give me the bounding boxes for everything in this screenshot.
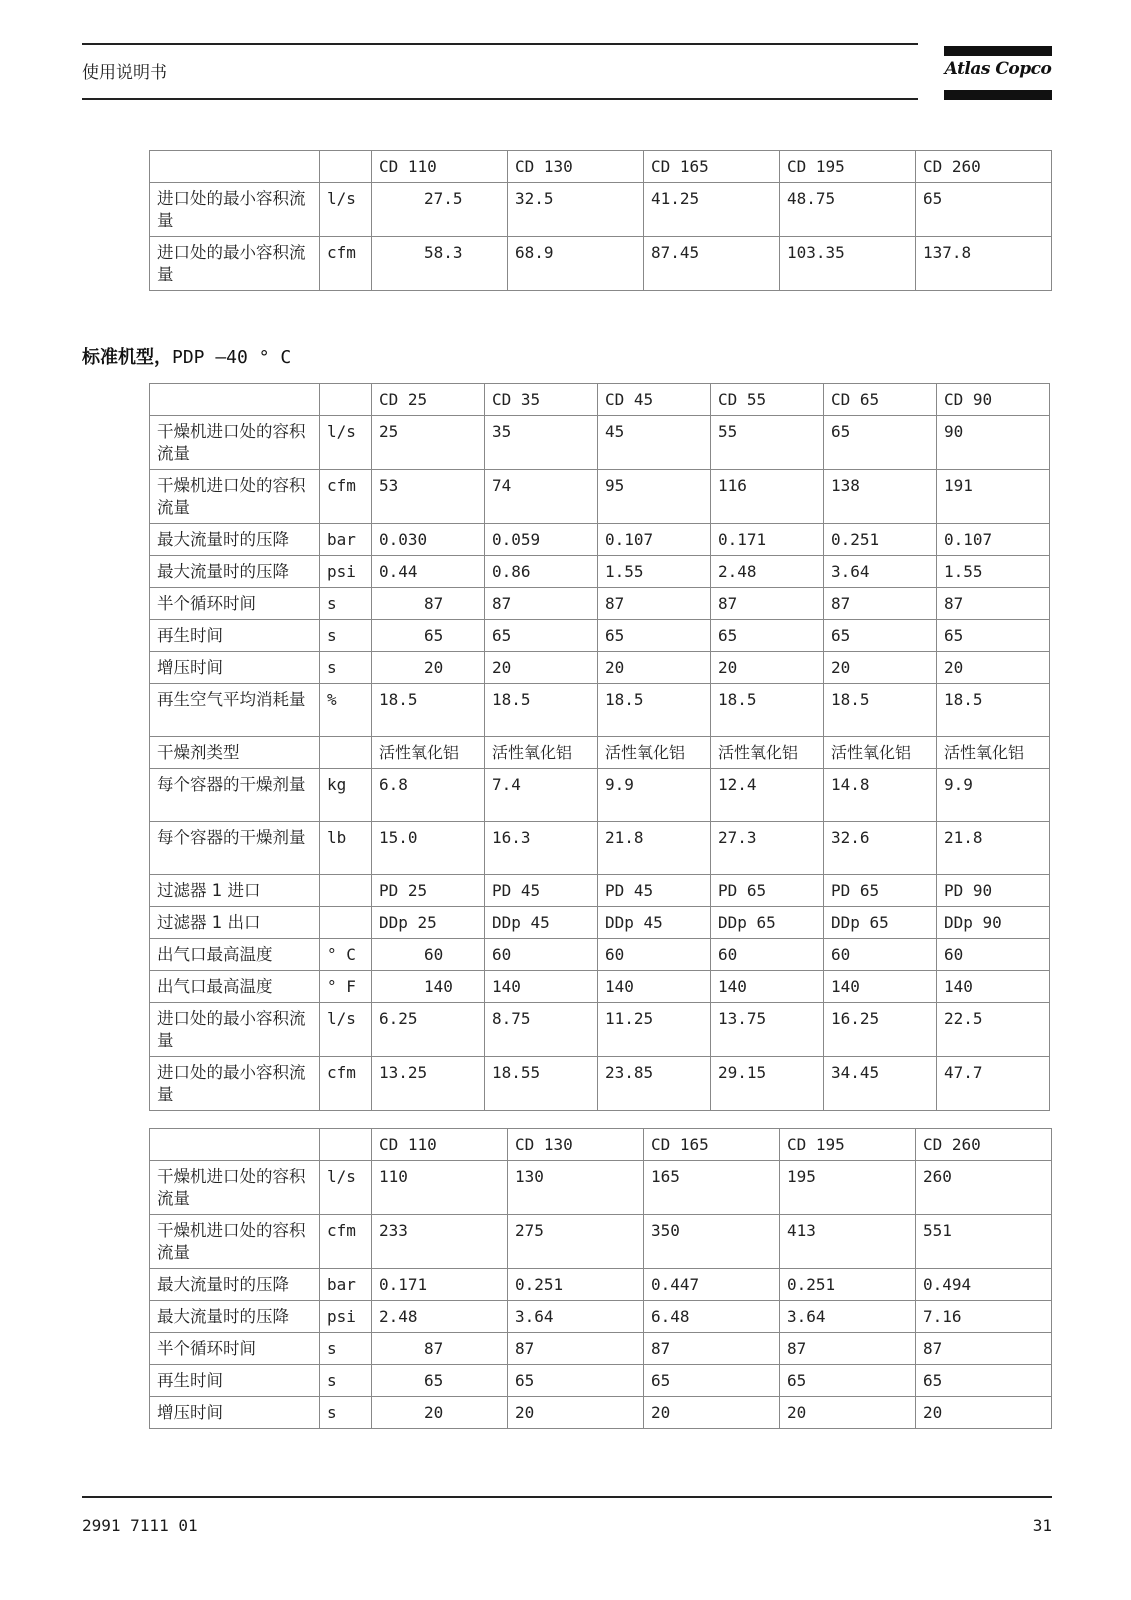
table-row — [150, 907, 1050, 939]
table-cell: 87 — [598, 588, 711, 620]
table-header-row — [150, 384, 1050, 416]
table-cell: PD 25 — [372, 875, 485, 907]
table-cell: 65 — [824, 620, 937, 652]
table-cell: 20 — [372, 1397, 508, 1429]
table-cell: 活性氧化铝 — [598, 737, 711, 769]
atlas-copco-logo — [944, 46, 1052, 100]
section-title: 标准机型，PDP —40 ° C — [82, 347, 292, 368]
row-label: 干燥机进口处的容积流量 — [150, 470, 320, 524]
table-cell: 18.5 — [824, 684, 937, 737]
table-cell: 233 — [372, 1215, 508, 1269]
table-cell: 95 — [598, 470, 711, 524]
column-header: CD 165 — [644, 1129, 780, 1161]
table-row — [150, 971, 1050, 1003]
table-row — [150, 1269, 1052, 1301]
table-cell: 65 — [780, 1365, 916, 1397]
table-cell: 3.64 — [508, 1301, 644, 1333]
table-cell: 0.251 — [508, 1269, 644, 1301]
row-label: 出气口最高温度 — [150, 939, 320, 971]
row-label: 最大流量时的压降 — [150, 524, 320, 556]
row-label: 干燥机进口处的容积流量 — [150, 1215, 320, 1269]
table-cell: DDp 65 — [824, 907, 937, 939]
table-cell: 87 — [485, 588, 598, 620]
row-unit: s — [320, 588, 372, 620]
table-row — [150, 1333, 1052, 1365]
column-header: CD 25 — [372, 384, 485, 416]
row-unit: cfm — [320, 1057, 372, 1111]
table-cell: 活性氧化铝 — [824, 737, 937, 769]
table-row — [150, 1161, 1052, 1215]
table-cell: 1.55 — [598, 556, 711, 588]
row-label: 干燥机进口处的容积流量 — [150, 1161, 320, 1215]
table-cell: 活性氧化铝 — [937, 737, 1050, 769]
table-cell: 16.25 — [824, 1003, 937, 1057]
table-cell: 23.85 — [598, 1057, 711, 1111]
table-cell: 65 — [937, 620, 1050, 652]
table-cell: 20 — [824, 652, 937, 684]
table-cell: 138 — [824, 470, 937, 524]
row-unit: bar — [320, 524, 372, 556]
table-cell: 0.86 — [485, 556, 598, 588]
table-cell: 活性氧化铝 — [485, 737, 598, 769]
column-header: CD 110 — [372, 1129, 508, 1161]
row-unit: cfm — [320, 237, 372, 291]
row-unit: s — [320, 1365, 372, 1397]
table-cell: 87.45 — [644, 237, 780, 291]
row-label: 再生空气平均消耗量 — [150, 684, 320, 737]
table-cell: 14.8 — [824, 769, 937, 822]
table-cell: 0.44 — [372, 556, 485, 588]
row-label: 增压时间 — [150, 652, 320, 684]
table-row — [150, 1215, 1052, 1269]
row-unit: cfm — [320, 470, 372, 524]
table-cell: 32.6 — [824, 822, 937, 875]
table-cell: 65 — [711, 620, 824, 652]
row-unit: s — [320, 1397, 372, 1429]
row-label: 出气口最高温度 — [150, 971, 320, 1003]
table-cell: 2.48 — [711, 556, 824, 588]
table-cell: 60 — [824, 939, 937, 971]
table-cell: 活性氧化铝 — [372, 737, 485, 769]
table-cell: 20 — [711, 652, 824, 684]
row-unit: s — [320, 620, 372, 652]
column-header: CD 130 — [508, 151, 644, 183]
table-cell: 6.8 — [372, 769, 485, 822]
table-cell: 60 — [598, 939, 711, 971]
table-cell: 20 — [916, 1397, 1052, 1429]
table-cell: 48.75 — [780, 183, 916, 237]
table-cell: 2.48 — [372, 1301, 508, 1333]
table-cell: 140 — [598, 971, 711, 1003]
table-row — [150, 822, 1050, 875]
row-unit: psi — [320, 1301, 372, 1333]
table-cell: 53 — [372, 470, 485, 524]
table-row — [150, 737, 1050, 769]
row-label: 半个循环时间 — [150, 588, 320, 620]
table-cell: 45 — [598, 416, 711, 470]
row-label: 干燥剂类型 — [150, 737, 320, 769]
column-header: CD 195 — [780, 151, 916, 183]
column-header-empty — [320, 151, 372, 183]
table-cell: 18.5 — [372, 684, 485, 737]
row-label: 最大流量时的压降 — [150, 1301, 320, 1333]
table-cell: 0.107 — [598, 524, 711, 556]
table-cell: PD 65 — [824, 875, 937, 907]
table-cell: 191 — [937, 470, 1050, 524]
table-cell: 0.251 — [824, 524, 937, 556]
table-row — [150, 1057, 1050, 1111]
table-row — [150, 524, 1050, 556]
table-cell: 8.75 — [485, 1003, 598, 1057]
row-label: 增压时间 — [150, 1397, 320, 1429]
table-cell: 0.171 — [711, 524, 824, 556]
table-cell: 20 — [485, 652, 598, 684]
table-cell: 20 — [372, 652, 485, 684]
table-cell: 87 — [780, 1333, 916, 1365]
table-row — [150, 556, 1050, 588]
table-cell: 74 — [485, 470, 598, 524]
table-cell: 21.8 — [598, 822, 711, 875]
table-cell: 16.3 — [485, 822, 598, 875]
row-label: 半个循环时间 — [150, 1333, 320, 1365]
table-cell: DDp 25 — [372, 907, 485, 939]
table-row — [150, 620, 1050, 652]
table-cell: 130 — [508, 1161, 644, 1215]
row-label: 干燥机进口处的容积流量 — [150, 416, 320, 470]
table-cell: 32.5 — [508, 183, 644, 237]
row-label: 再生时间 — [150, 1365, 320, 1397]
table-cell: 20 — [508, 1397, 644, 1429]
table-cell: 41.25 — [644, 183, 780, 237]
table-cell: PD 65 — [711, 875, 824, 907]
column-header: CD 55 — [711, 384, 824, 416]
table-row — [150, 652, 1050, 684]
table-cell: 9.9 — [598, 769, 711, 822]
table-cell: 20 — [780, 1397, 916, 1429]
table-cell: 29.15 — [711, 1057, 824, 1111]
table-cell: 116 — [711, 470, 824, 524]
column-header: CD 65 — [824, 384, 937, 416]
table-cell: 90 — [937, 416, 1050, 470]
row-unit — [320, 737, 372, 769]
table-cell: DDp 65 — [711, 907, 824, 939]
row-label: 最大流量时的压降 — [150, 556, 320, 588]
table-cell: 34.45 — [824, 1057, 937, 1111]
table-cell: 0.030 — [372, 524, 485, 556]
table-cell: 140 — [485, 971, 598, 1003]
table-cell: 58.3 — [372, 237, 508, 291]
table-cell: 47.7 — [937, 1057, 1050, 1111]
column-header-empty — [150, 151, 320, 183]
table-cell: 60 — [937, 939, 1050, 971]
row-unit: kg — [320, 769, 372, 822]
table-cell: 15.0 — [372, 822, 485, 875]
table-cell: DDp 90 — [937, 907, 1050, 939]
table-cell: 551 — [916, 1215, 1052, 1269]
table-cell: 103.35 — [780, 237, 916, 291]
column-header: CD 195 — [780, 1129, 916, 1161]
column-header: CD 110 — [372, 151, 508, 183]
table-cell: 55 — [711, 416, 824, 470]
row-label: 再生时间 — [150, 620, 320, 652]
table-cell: 18.5 — [711, 684, 824, 737]
table-cell: 60 — [485, 939, 598, 971]
table-cell: 0.059 — [485, 524, 598, 556]
table-header-row — [150, 1129, 1052, 1161]
table-cell: 0.251 — [780, 1269, 916, 1301]
row-label: 每个容器的干燥剂量 — [150, 822, 320, 875]
table-cell: 0.107 — [937, 524, 1050, 556]
table-cell: 87 — [711, 588, 824, 620]
table-cell: PD 90 — [937, 875, 1050, 907]
table-row — [150, 1003, 1050, 1057]
table-row — [150, 1365, 1052, 1397]
column-header-empty — [150, 384, 320, 416]
document-title: 使用说明书 — [82, 63, 167, 83]
table-cell: 65 — [372, 620, 485, 652]
table-cell: 110 — [372, 1161, 508, 1215]
table-cell: 0.447 — [644, 1269, 780, 1301]
row-unit: ° C — [320, 939, 372, 971]
table-cell: 87 — [916, 1333, 1052, 1365]
row-label: 最大流量时的压降 — [150, 1269, 320, 1301]
table-cell: 3.64 — [824, 556, 937, 588]
table-cell: 65 — [916, 1365, 1052, 1397]
table-cell: 68.9 — [508, 237, 644, 291]
table-cell: 9.9 — [937, 769, 1050, 822]
table-cell: 21.8 — [937, 822, 1050, 875]
row-label: 进口处的最小容积流量 — [150, 237, 320, 291]
row-unit — [320, 907, 372, 939]
row-unit: l/s — [320, 183, 372, 237]
page-number: 31 — [1032, 1516, 1052, 1535]
table-header-row — [150, 151, 1052, 183]
row-unit: cfm — [320, 1215, 372, 1269]
table-row — [150, 875, 1050, 907]
table-cell: 260 — [916, 1161, 1052, 1215]
table-cell: 87 — [372, 1333, 508, 1365]
header-bottom-rule — [82, 98, 918, 100]
table-cell: 11.25 — [598, 1003, 711, 1057]
column-header: CD 165 — [644, 151, 780, 183]
table-cell: 18.5 — [598, 684, 711, 737]
table-cell: 350 — [644, 1215, 780, 1269]
table-row — [150, 684, 1050, 737]
table-row — [150, 588, 1050, 620]
table-cell: 165 — [644, 1161, 780, 1215]
row-unit: ° F — [320, 971, 372, 1003]
table-cell: 140 — [372, 971, 485, 1003]
table-cell: 65 — [485, 620, 598, 652]
row-unit: l/s — [320, 1003, 372, 1057]
table-row — [150, 416, 1050, 470]
row-unit: psi — [320, 556, 372, 588]
column-header-empty — [320, 1129, 372, 1161]
table-row — [150, 470, 1050, 524]
column-header: CD 260 — [916, 1129, 1052, 1161]
table-cell: 20 — [937, 652, 1050, 684]
table-cell: 27.3 — [711, 822, 824, 875]
table-cell: 活性氧化铝 — [711, 737, 824, 769]
document-number: 2991 7111 01 — [82, 1516, 198, 1535]
column-header: CD 130 — [508, 1129, 644, 1161]
column-header-empty — [150, 1129, 320, 1161]
table-cell: 195 — [780, 1161, 916, 1215]
row-unit — [320, 875, 372, 907]
table-cell: DDp 45 — [485, 907, 598, 939]
column-header: CD 260 — [916, 151, 1052, 183]
table-row — [150, 939, 1050, 971]
logo-text: Atlas Copco — [944, 59, 1052, 79]
table-cell: 65 — [508, 1365, 644, 1397]
column-header: CD 90 — [937, 384, 1050, 416]
table-cell: 22.5 — [937, 1003, 1050, 1057]
row-unit: l/s — [320, 416, 372, 470]
table-cell: 20 — [598, 652, 711, 684]
table-row — [150, 1397, 1052, 1429]
footer-rule — [82, 1496, 1052, 1498]
table-cell: PD 45 — [485, 875, 598, 907]
table-cell: 413 — [780, 1215, 916, 1269]
table-cell: 12.4 — [711, 769, 824, 822]
table-cell: 65 — [598, 620, 711, 652]
row-unit: lb — [320, 822, 372, 875]
table-cell: 65 — [372, 1365, 508, 1397]
table-cell: 3.64 — [780, 1301, 916, 1333]
spec-table-cd25-cd90 — [149, 383, 1050, 1111]
table-cell: 60 — [372, 939, 485, 971]
table-cell: 0.171 — [372, 1269, 508, 1301]
table-row — [150, 1301, 1052, 1333]
row-label: 每个容器的干燥剂量 — [150, 769, 320, 822]
table-cell: DDp 45 — [598, 907, 711, 939]
table-cell: 13.75 — [711, 1003, 824, 1057]
table-cell: 13.25 — [372, 1057, 485, 1111]
table-cell: 65 — [824, 416, 937, 470]
spec-table-cd110-cd260 — [149, 1128, 1052, 1429]
table-cell: 140 — [824, 971, 937, 1003]
row-unit: bar — [320, 1269, 372, 1301]
column-header-empty — [320, 384, 372, 416]
row-label: 进口处的最小容积流量 — [150, 1057, 320, 1111]
table-cell: 87 — [372, 588, 485, 620]
table-row — [150, 183, 1052, 237]
row-unit: l/s — [320, 1161, 372, 1215]
table-row — [150, 237, 1052, 291]
table-cell: 87 — [508, 1333, 644, 1365]
column-header: CD 45 — [598, 384, 711, 416]
row-label: 进口处的最小容积流量 — [150, 1003, 320, 1057]
row-label: 过滤器 1 出口 — [150, 907, 320, 939]
table-cell: 7.16 — [916, 1301, 1052, 1333]
row-unit: s — [320, 1333, 372, 1365]
table-cell: 87 — [937, 588, 1050, 620]
table-row — [150, 769, 1050, 822]
spec-table-cd110-cd260-continued — [149, 150, 1052, 291]
table-cell: 65 — [916, 183, 1052, 237]
row-unit: s — [320, 652, 372, 684]
table-cell: PD 45 — [598, 875, 711, 907]
row-label: 进口处的最小容积流量 — [150, 183, 320, 237]
table-cell: 18.5 — [485, 684, 598, 737]
table-cell: 7.4 — [485, 769, 598, 822]
table-cell: 140 — [937, 971, 1050, 1003]
table-cell: 20 — [644, 1397, 780, 1429]
table-cell: 1.55 — [937, 556, 1050, 588]
table-cell: 275 — [508, 1215, 644, 1269]
table-cell: 137.8 — [916, 237, 1052, 291]
table-cell: 87 — [644, 1333, 780, 1365]
table-cell: 65 — [644, 1365, 780, 1397]
table-cell: 140 — [711, 971, 824, 1003]
table-cell: 35 — [485, 416, 598, 470]
table-cell: 87 — [824, 588, 937, 620]
table-cell: 6.25 — [372, 1003, 485, 1057]
table-cell: 18.5 — [937, 684, 1050, 737]
table-cell: 6.48 — [644, 1301, 780, 1333]
header-top-rule — [82, 43, 918, 45]
row-label: 过滤器 1 进口 — [150, 875, 320, 907]
table-cell: 0.494 — [916, 1269, 1052, 1301]
table-cell: 60 — [711, 939, 824, 971]
column-header: CD 35 — [485, 384, 598, 416]
table-cell: 27.5 — [372, 183, 508, 237]
table-cell: 25 — [372, 416, 485, 470]
row-unit: % — [320, 684, 372, 737]
table-cell: 18.55 — [485, 1057, 598, 1111]
